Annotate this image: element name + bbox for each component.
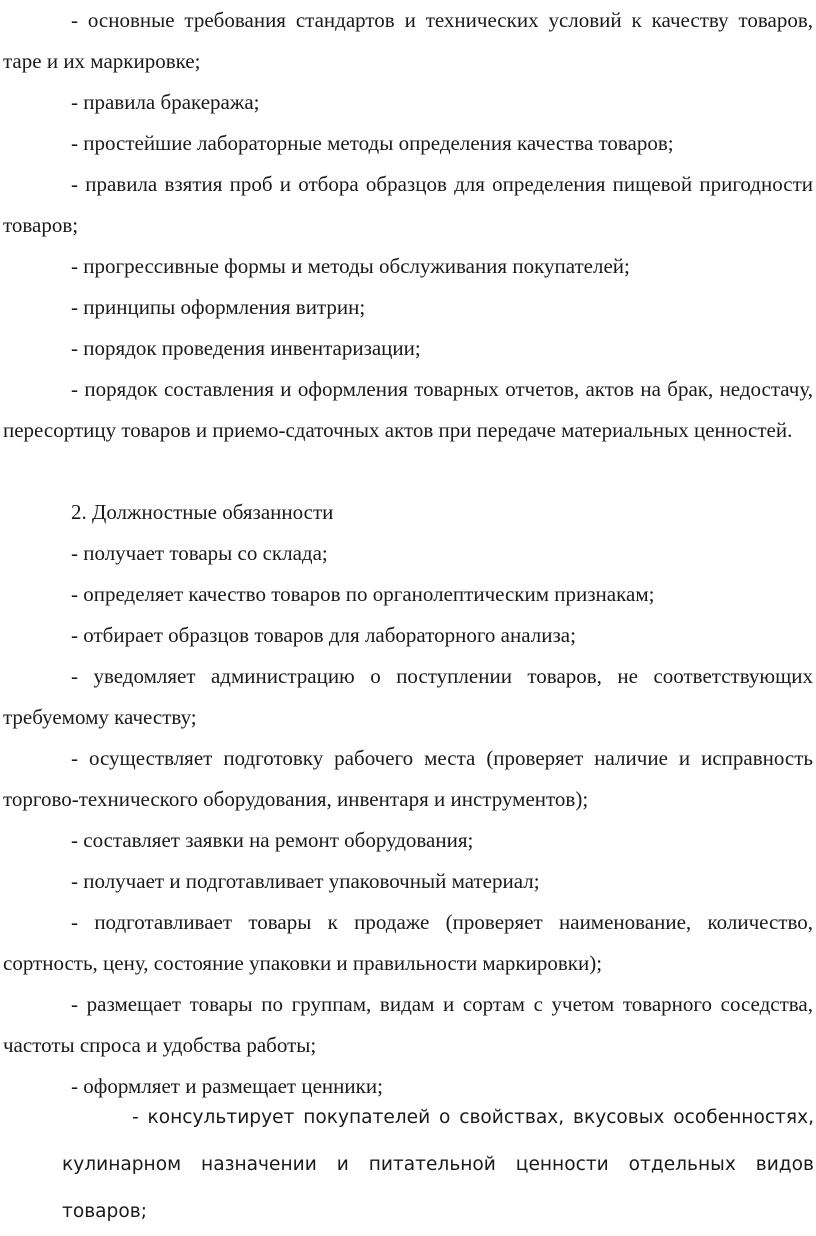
paragraph-selects-samples: - отбирает образцов товаров для лабораторного анализа; — [71, 623, 576, 647]
paragraph-notifies-administration: - уведомляет администрацию о поступлении товаров, не соответствующих требуемому качеству; — [3, 664, 813, 729]
paragraph-determines-quality: - определяет качество товаров по органолептическим признакам; — [71, 582, 655, 606]
paragraph-service-methods: - прогрессивные формы и методы обслуживания покупателей; — [71, 254, 630, 278]
paragraph-prepares-workplace: - осуществляет подготовку рабочего места (проверяет наличие и исправность торгово-технического оборудования, инвентаря и инструментов); — [3, 746, 813, 811]
paragraph-lab-methods: - простейшие лабораторные методы определения качества товаров; — [71, 131, 674, 155]
paragraph-inventory: - порядок проведения инвентаризации; — [71, 336, 421, 360]
paragraph-reports-acts: - порядок составления и оформления товарных отчетов, актов на брак, недостачу, пересортицу товаров и приемо-сдаточных актов при передаче материальных ценностей. — [3, 377, 813, 442]
paragraph-packaging-material: - получает и подготавливает упаковочный материал; — [71, 869, 540, 893]
paragraph-standards-requirements: - основные требования стандартов и технических условий к качеству товаров, таре и их маркировке; — [3, 8, 813, 73]
paragraph-prepares-goods: - подготавливает товары к продаже (проверяет наименование, количество, сортность, цену, состояние упаковки и правильности маркировки); — [3, 910, 813, 975]
paragraph-receives-goods: - получает товары со склада; — [71, 541, 328, 565]
paragraph-sampling-rules: - правила взятия проб и отбора образцов для определения пищевой пригодности товаров; — [3, 172, 813, 237]
paragraph-window-display: - принципы оформления витрин; — [71, 295, 366, 319]
paragraph-repair-requests: - составляет заявки на ремонт оборудования; — [71, 828, 474, 852]
paragraph-places-goods: - размещает товары по группам, видам и сортам с учетом товарного соседства, частоты спроса и удобства работы; — [3, 992, 813, 1057]
paragraph-culling-rules: - правила бракеража; — [71, 90, 260, 114]
paragraph-price-tags: - оформляет и размещает ценники; — [71, 1074, 383, 1098]
paragraph-consults-customers: - консультирует покупателей о свойствах, вкусовых особенностях, кулинарном назначении и питательной ценности отдельных видов товаров; — [62, 1107, 814, 1222]
section-heading-duties: 2. Должностные обязанности — [71, 500, 334, 524]
